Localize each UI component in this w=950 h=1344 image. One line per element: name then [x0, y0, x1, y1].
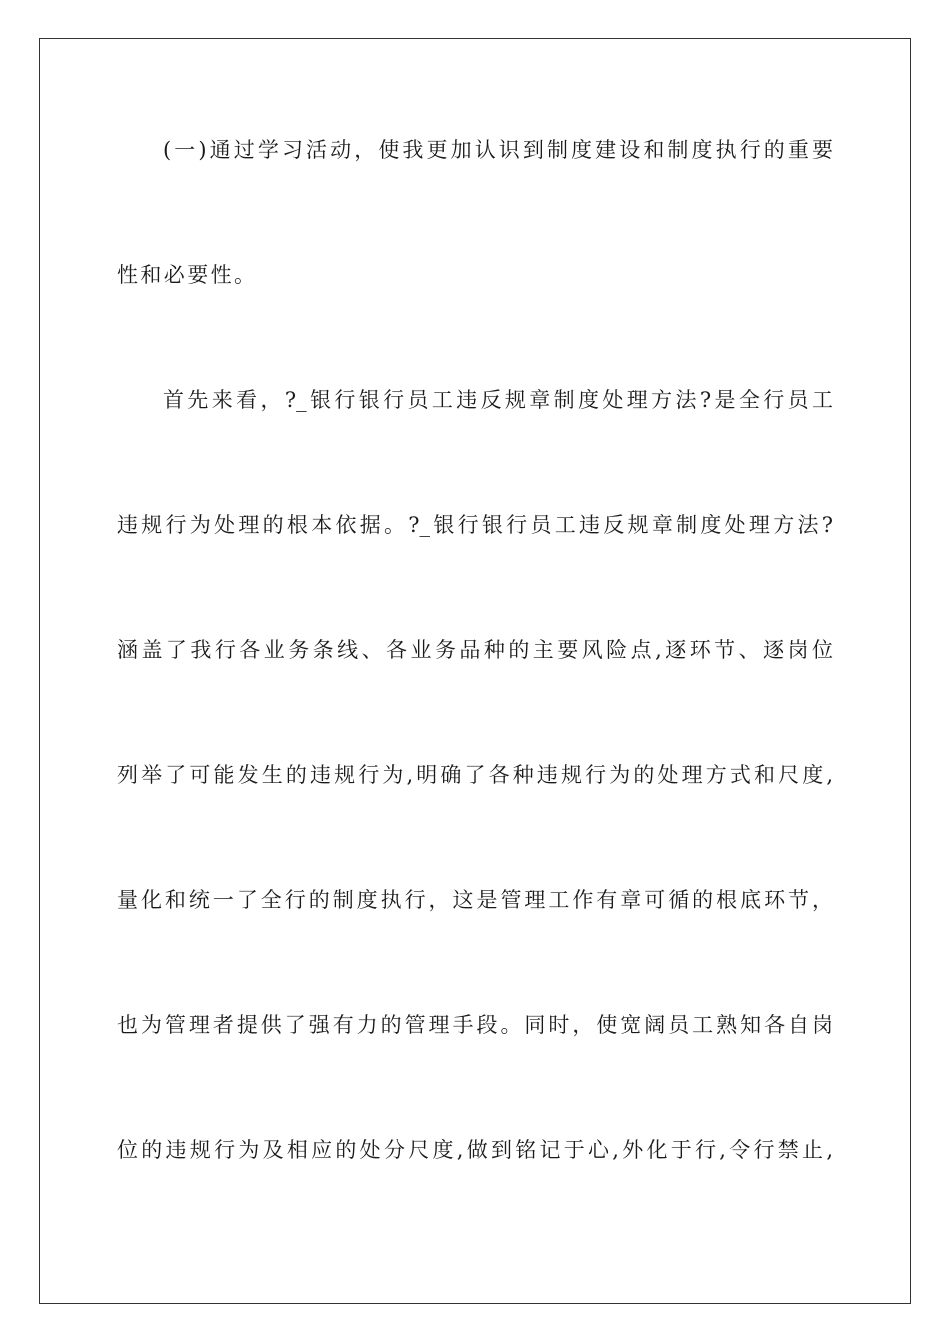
- paragraph-2-line-5: 量化和统一了全行的制度执行，这是管理工作有章可循的根底环节，: [117, 888, 833, 912]
- paragraph-2-line-6: 也为管理者提供了强有力的管理手段。同时，使宽阔员工熟知各自岗: [117, 1013, 833, 1037]
- paragraph-2-line-4: 列举了可能发生的违规行为,明确了各种违规行为的处理方式和尺度,: [117, 763, 833, 787]
- paragraph-2-line-7: 位的违规行为及相应的处分尺度,做到铭记于心,外化于行,令行禁止,: [117, 1138, 833, 1162]
- paragraph-1-line-1: (一)通过学习活动，使我更加认识到制度建设和制度执行的重要: [163, 138, 833, 162]
- paragraph-1-line-2: 性和必要性。: [117, 263, 258, 287]
- page-border: [39, 38, 911, 1304]
- paragraph-2-line-2: 违规行为处理的根本依据。?_银行银行员工违反规章制度处理方法?: [117, 513, 833, 537]
- paragraph-2-line-1: 首先来看，?_银行银行员工违反规章制度处理方法?是全行员工: [163, 388, 833, 412]
- paragraph-2-line-3: 涵盖了我行各业务条线、各业务品种的主要风险点,逐环节、逐岗位: [117, 638, 833, 662]
